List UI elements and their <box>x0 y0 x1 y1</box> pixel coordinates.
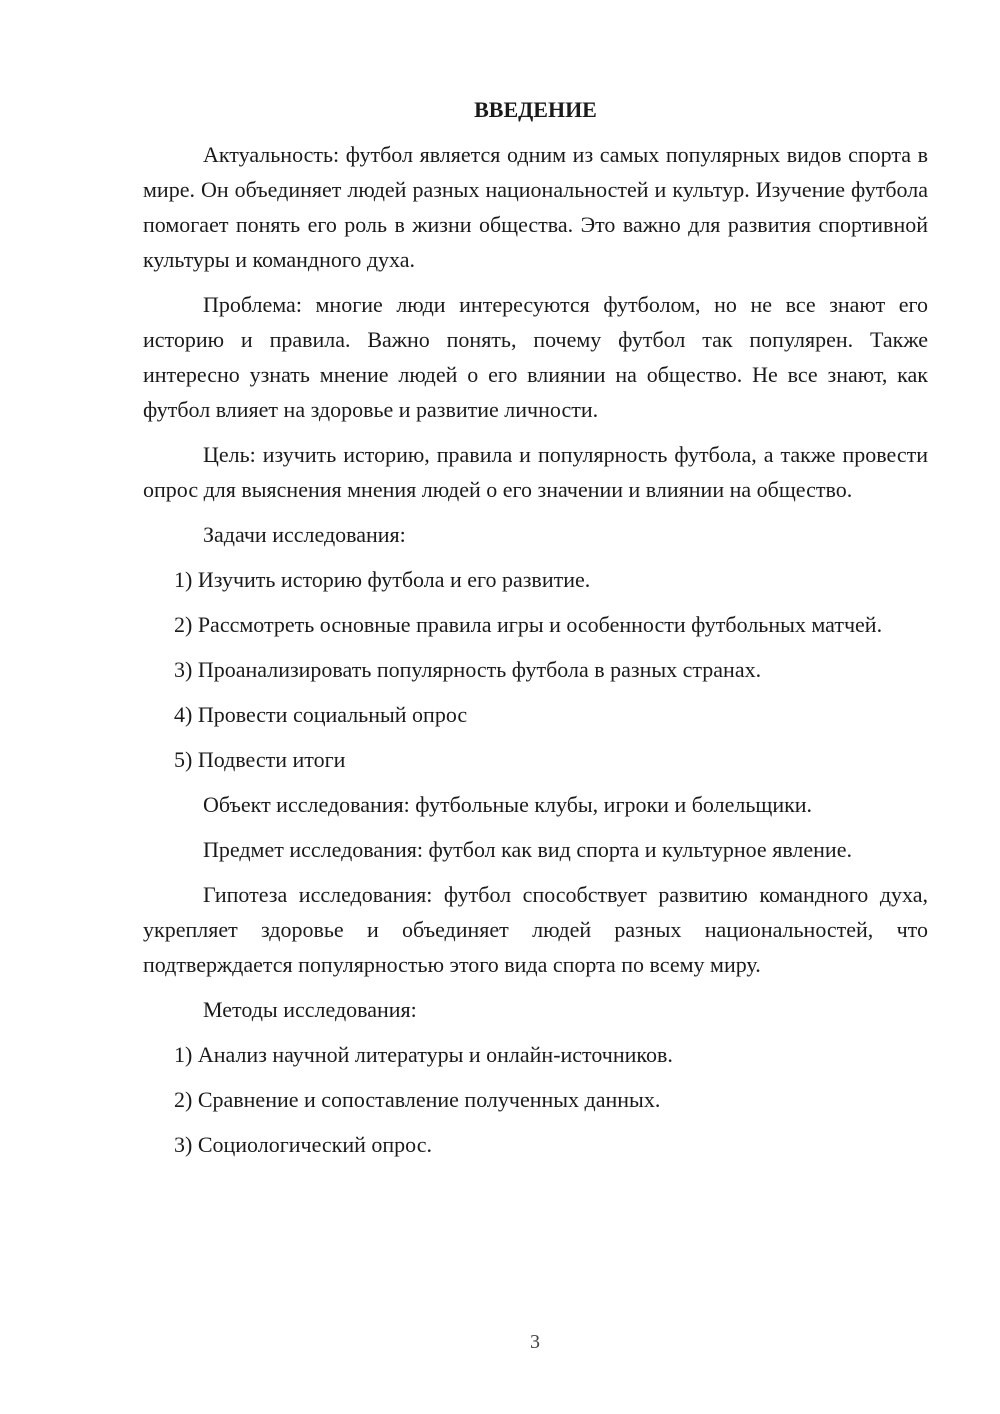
task-item: 3) Проанализировать популярность футбола в разных странах. <box>174 657 762 682</box>
object-paragraph: Объект исследования: футбольные клубы, игроки и болельщики. <box>203 792 813 817</box>
hypothesis-paragraph: Гипотеза исследования: футбол способствует развитию командного духа, укрепляет здоровье и объединяет людей разных национальностей, что подтверждается популярностью этого вида спорта по всему миру. <box>143 882 928 977</box>
subject-paragraph: Предмет исследования: футбол как вид спорта и культурное явление. <box>203 837 852 862</box>
tasks-label: Задачи исследования: <box>203 522 406 547</box>
methods-label: Методы исследования: <box>203 997 417 1022</box>
method-item: 3) Социологический опрос. <box>174 1132 432 1157</box>
task-item: 5) Подвести итоги <box>174 747 346 772</box>
tasks-list <box>143 562 928 777</box>
task-item: 4) Провести социальный опрос <box>174 702 468 727</box>
problem-paragraph: Проблема: многие люди интересуются футболом, но не все знают его историю и правила. Важно понять, почему футбол так популярен. Также интересно узнать мнение людей о его влиянии на общество. Не все знают, как футбол влияет на здоровье и развитие личности. <box>143 292 928 422</box>
relevance-paragraph: Актуальность: футбол является одним из самых популярных видов спорта в мире. Он объединяет людей разных национальностей и культур. Изучение футбола помогает понять его роль в жизни общества. Это важно для развития спортивной культуры и командного духа. <box>143 142 928 272</box>
task-item: 2) Рассмотреть основные правила игры и особенности футбольных матчей. <box>174 612 883 637</box>
methods-list <box>143 1037 928 1162</box>
goal-paragraph: Цель: изучить историю, правила и популярность футбола, а также провести опрос для выяснения мнения людей о его значении и влиянии на общество. <box>143 442 928 502</box>
method-item: 1) Анализ научной литературы и онлайн-источников. <box>174 1042 673 1067</box>
task-item: 1) Изучить историю футбола и его развитие. <box>174 567 591 592</box>
method-item: 2) Сравнение и сопоставление полученных данных. <box>174 1087 661 1112</box>
section-heading: ВВЕДЕНИЕ <box>474 97 597 122</box>
page-number: 3 <box>530 1331 540 1353</box>
page-content <box>143 95 928 1172</box>
